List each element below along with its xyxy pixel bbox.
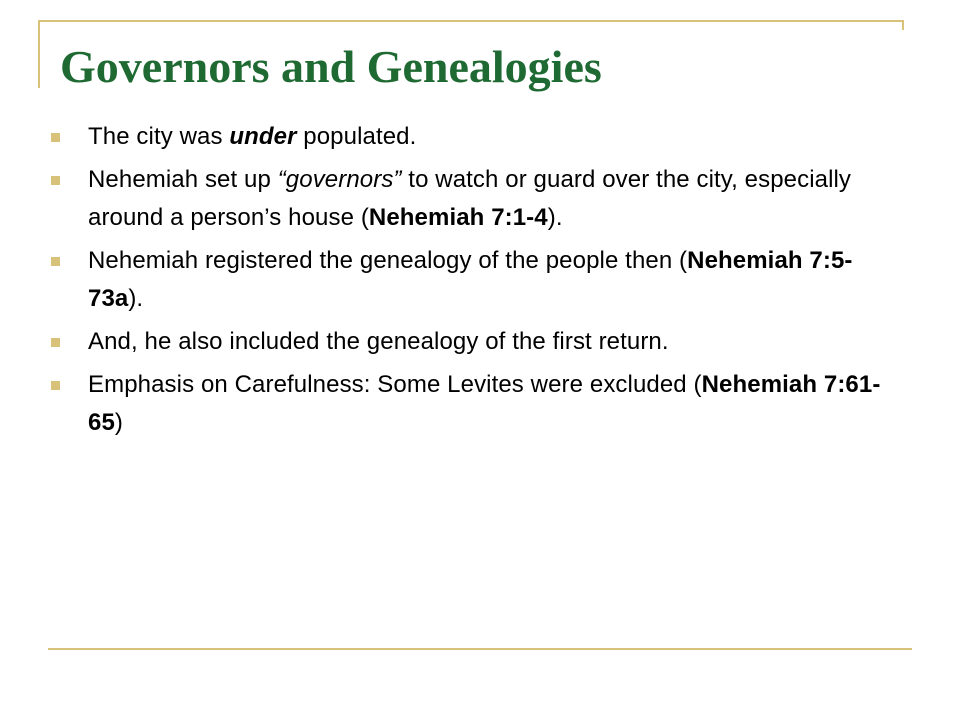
- emphasis-text: “governors”: [277, 166, 402, 193]
- bullet-text: And, he also included the genealogy of the first return.: [88, 328, 669, 355]
- square-bullet-icon: [51, 176, 60, 185]
- bullet-list: [48, 118, 900, 447]
- bullet-item: [48, 323, 900, 361]
- left-rule: [38, 20, 40, 88]
- bullet-item: [48, 242, 900, 318]
- bullet-text: Nehemiah registered the genealogy of the people then (: [88, 247, 688, 274]
- scripture-reference: Nehemiah 7:1-4: [368, 204, 548, 231]
- slide-title: Governors and Genealogies: [60, 41, 602, 92]
- bullet-text: Emphasis on Carefulness: Some Levites were excluded (: [88, 371, 702, 398]
- scripture-reference: Nehemiah 7:5-73a: [88, 247, 853, 312]
- bullet-text: ).: [128, 285, 144, 312]
- top-rule: [38, 20, 904, 22]
- bullet-item: [48, 161, 900, 237]
- square-bullet-icon: [51, 133, 60, 142]
- bullet-text: ).: [547, 204, 563, 231]
- bottom-rule: [48, 648, 912, 650]
- square-bullet-icon: [51, 257, 60, 266]
- top-rule-end: [902, 20, 904, 30]
- bullet-item: [48, 366, 900, 442]
- square-bullet-icon: [51, 338, 60, 347]
- emphasis-text: under: [229, 123, 297, 150]
- bullet-text: The city was: [88, 123, 230, 150]
- square-bullet-icon: [51, 381, 60, 390]
- scripture-reference: Nehemiah 7:61-65: [88, 371, 881, 436]
- bullet-text: to watch or guard over the city, especially around a person’s house (: [88, 166, 852, 231]
- bullet-text: populated.: [296, 123, 417, 150]
- bullet-text: Nehemiah set up: [88, 166, 278, 193]
- bullet-item: [48, 118, 900, 156]
- bullet-text: ): [114, 409, 123, 436]
